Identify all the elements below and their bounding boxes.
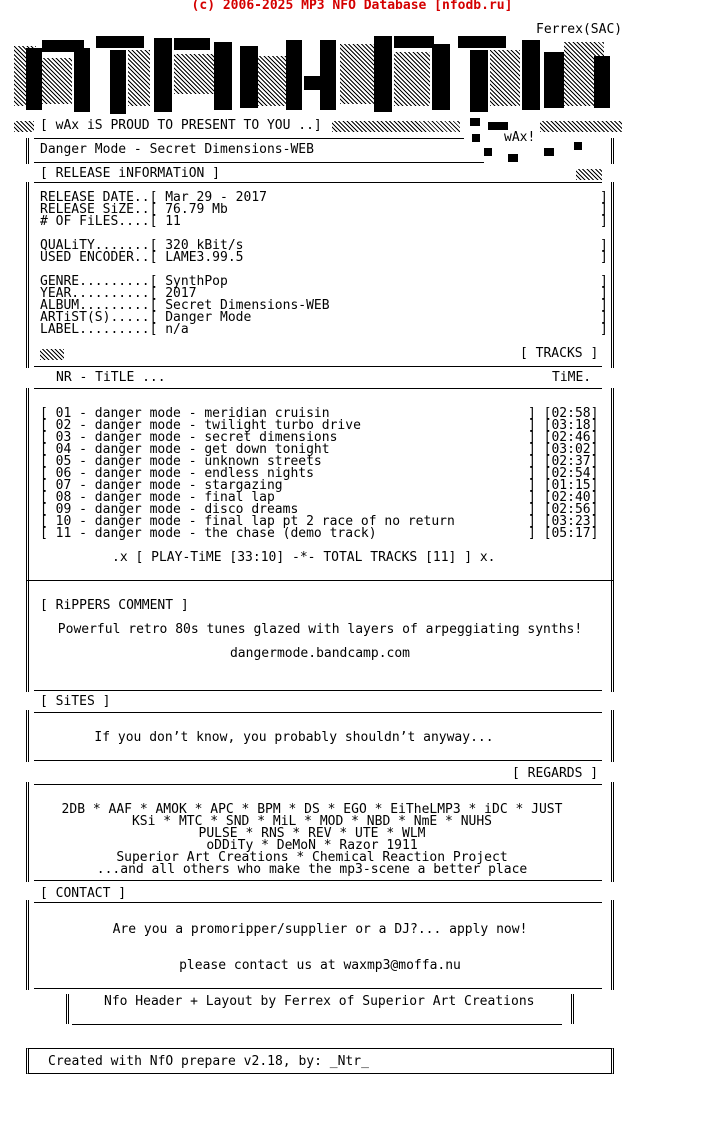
track-time: ] [02:40]: [528, 490, 599, 505]
track-time: ] [03:02]: [528, 442, 599, 457]
sites-text: If you don’t know, you probably shouldn’t anyway...: [94, 730, 494, 745]
section-contact: [ CONTACT ]: [40, 886, 127, 901]
shade-bar: [332, 121, 460, 132]
group-tag: wAx!: [504, 130, 536, 145]
regards-line: 2DB * AAF * AMOK * APC * BPM * DS * EGO * EiTheLMP3 * iDC * JUST: [61, 802, 563, 817]
art-signature: Ferrex(SAC): [536, 22, 623, 37]
track-row: [ 04 - danger mode - get down tonight: [40, 442, 330, 457]
release-title: Danger Mode - Secret Dimensions-WEB: [40, 142, 314, 157]
contact-box: [26, 900, 614, 990]
regards-line: KSi * MTC * SND * MiL * MOD * NBD * NmE * NUHS: [131, 814, 493, 829]
site-credit: (c) 2006-2025 MP3 NFO Database [nfodb.ru]: [191, 0, 513, 13]
row-bracket: ]: [600, 202, 608, 217]
release-info-row: LABEL.........[ n/a: [40, 322, 189, 337]
track-row: [ 02 - danger mode - twilight turbo drive: [40, 418, 361, 433]
tracks-summary: .x [ PLAY-TiME [33:10] -*- TOTAL TRACKS [11] ] x.: [112, 550, 496, 565]
section-regards: [ REGARDS ]: [512, 766, 599, 781]
release-info-row: GENRE.........[ SynthPop: [40, 274, 228, 289]
row-bracket: ]: [600, 322, 608, 337]
comment-url[interactable]: dangermode.bandcamp.com: [229, 646, 410, 661]
contact-email[interactable]: please contact us at waxmp3@moffa.nu: [179, 958, 461, 973]
release-info-row: ALBUM.........[ Secret Dimensions-WEB: [40, 298, 330, 313]
row-bracket: ]: [600, 214, 608, 229]
track-row: [ 05 - danger mode - unknown streets: [40, 454, 322, 469]
section-sites: [ SiTES ]: [40, 694, 111, 709]
track-row: [ 06 - danger mode - endless nights: [40, 466, 314, 481]
comment-text: Powerful retro 80s tunes glazed with layers of arpeggiating synths!: [57, 622, 583, 637]
regards-line: Superior Art Creations * Chemical Reaction Project: [116, 850, 508, 865]
track-row: [ 10 - danger mode - final lap pt 2 race of no return: [40, 514, 455, 529]
shade-bar: [540, 121, 622, 132]
track-time: ] [03:23]: [528, 514, 599, 529]
track-row: [ 08 - danger mode - final lap: [40, 490, 275, 505]
release-info-row: RELEASE DATE..[ Mar 29 - 2017: [40, 190, 267, 205]
regards-line: ...and all others who make the mp3-scene a better place: [96, 862, 528, 877]
track-time: ] [03:18]: [528, 418, 599, 433]
track-row: [ 03 - danger mode - secret dimensions: [40, 430, 338, 445]
shade-bar: [40, 349, 64, 360]
layout-credit: Nfo Header + Layout by Ferrex of Superior Art Creations: [104, 994, 535, 1009]
row-bracket: ]: [600, 310, 608, 325]
track-time: ] [02:58]: [528, 406, 599, 421]
regards-line: oDDiTy * DeMoN * Razor 1911: [206, 838, 418, 853]
row-bracket: ]: [600, 298, 608, 313]
track-time: ] [02:54]: [528, 466, 599, 481]
ascii-art-logo: [14, 36, 614, 122]
release-info-row: QUALiTY.......[ 320 kBit/s: [40, 238, 244, 253]
regards-line: PULSE * RNS * REV * UTE * WLM: [198, 826, 426, 841]
release-info-row: # OF FiLES....[ 11: [40, 214, 181, 229]
release-info-row: YEAR..........[ 2017: [40, 286, 197, 301]
track-time: ] [02:56]: [528, 502, 599, 517]
shade-bar: [14, 121, 34, 132]
track-row: [ 07 - danger mode - stargazing: [40, 478, 283, 493]
release-info-row: ARTiST(S).....[ Danger Mode: [40, 310, 252, 325]
row-bracket: ]: [600, 250, 608, 265]
section-tracks: [ TRACKS ]: [520, 346, 599, 361]
track-time: ] [02:37]: [528, 454, 599, 469]
column-nr-title: NR - TiTLE ...: [56, 370, 166, 385]
contact-line-1: Are you a promoripper/supplier or a DJ?... apply now!: [112, 922, 528, 937]
track-time: ] [02:46]: [528, 430, 599, 445]
row-bracket: ]: [600, 274, 608, 289]
track-row: [ 01 - danger mode - meridian cruisin: [40, 406, 330, 421]
track-time: ] [05:17]: [528, 526, 599, 541]
column-time: TiME.: [552, 370, 592, 385]
row-bracket: ]: [600, 190, 608, 205]
section-release-info: [ RELEASE iNFORMATiON ]: [40, 166, 221, 181]
track-time: ] [01:15]: [528, 478, 599, 493]
presents-line: [ wAx iS PROUD TO PRESENT TO YOU ..]: [40, 118, 322, 133]
shade-bar: [576, 169, 602, 180]
row-bracket: ]: [600, 286, 608, 301]
release-info-row: USED ENCODER..[ LAME3.99.5: [40, 250, 244, 265]
created-with: Created with NfO prepare v2.18, by: _Ntr_: [48, 1054, 369, 1069]
track-row: [ 09 - danger mode - disco dreams: [40, 502, 299, 517]
release-info-row: RELEASE SiZE..[ 76.79 Mb: [40, 202, 228, 217]
row-bracket: ]: [600, 238, 608, 253]
section-rippers-comment: [ RiPPERS COMMENT ]: [40, 598, 189, 613]
track-row: [ 11 - danger mode - the chase (demo track): [40, 526, 377, 541]
